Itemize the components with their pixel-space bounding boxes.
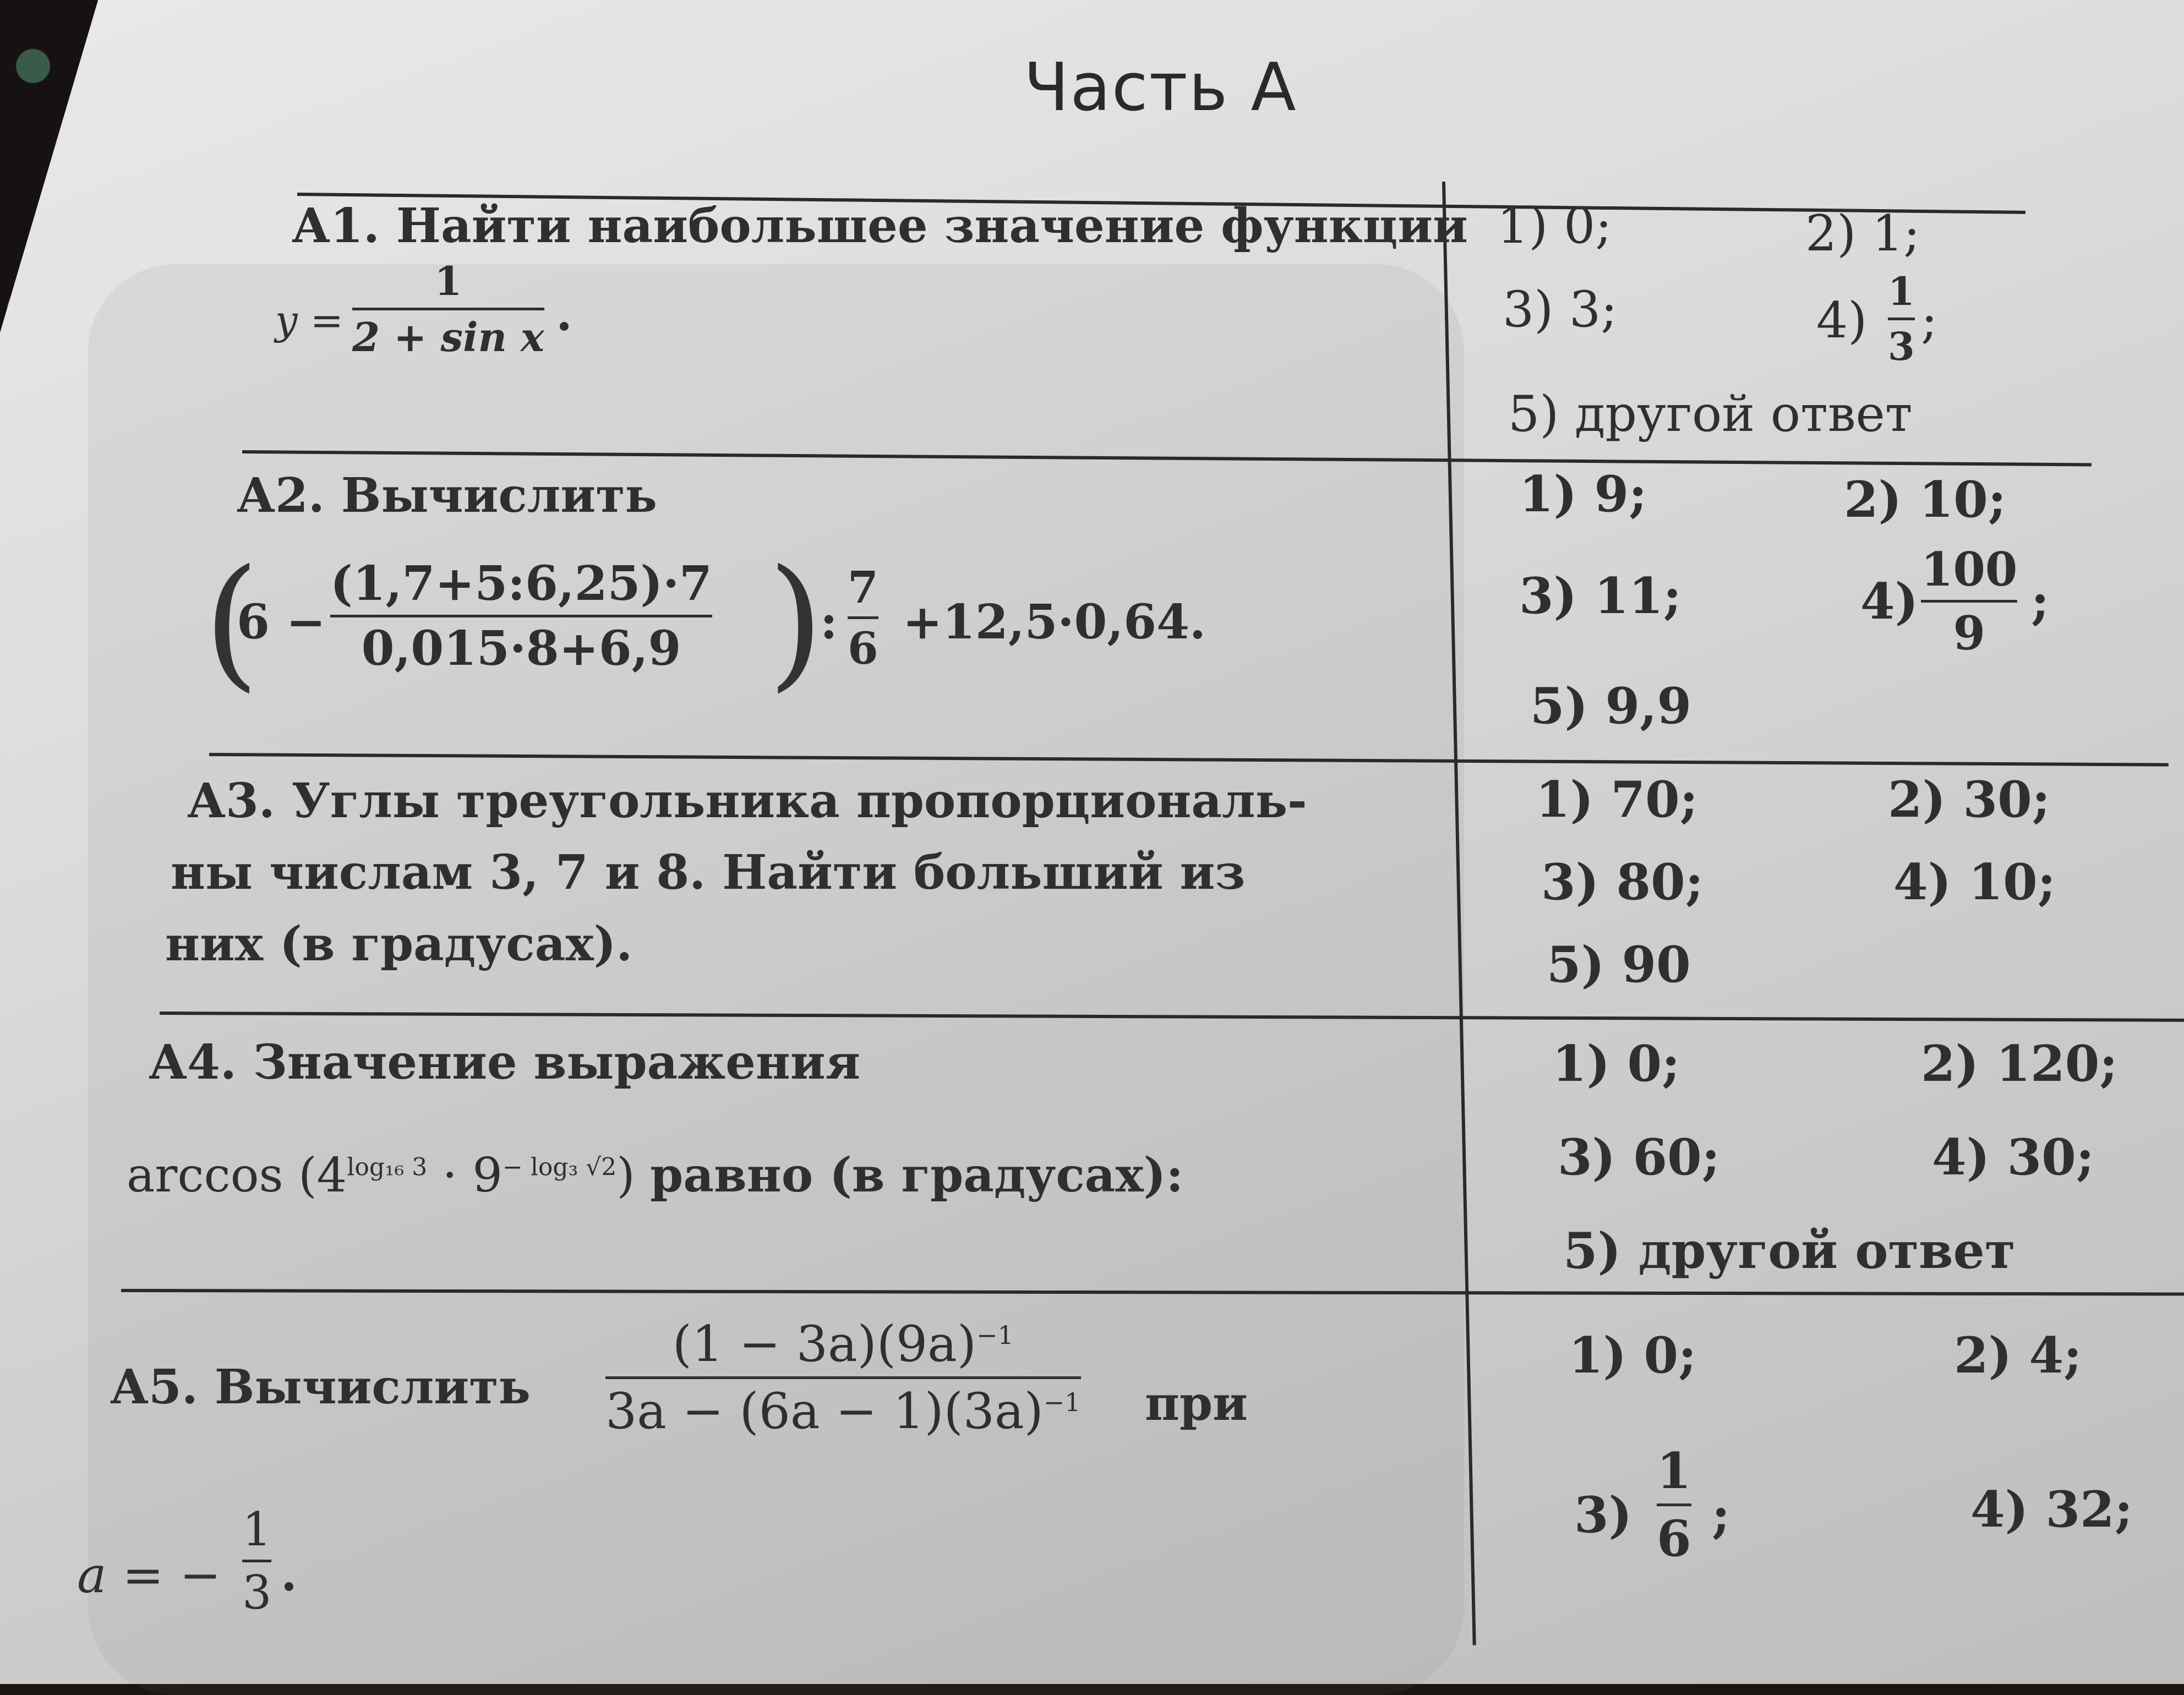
- a2-formula-tail: +12,5·0,64.: [903, 594, 1206, 650]
- page-title: Часть А: [1024, 50, 1297, 126]
- a5-a-value-lhs: a = −: [77, 1546, 221, 1604]
- fraction-bar: [605, 1376, 1081, 1379]
- a5-main-fraction: [605, 1315, 1081, 1440]
- fraction-denominator: $3a - (6a - 1)(3a)^{-1}$: [605, 1382, 1081, 1440]
- fraction-bar: [1921, 600, 2017, 603]
- question-a2: [237, 468, 657, 523]
- fraction-bar: [1888, 318, 1915, 320]
- fraction-bar: [1657, 1503, 1691, 1506]
- formula-base-1: (4: [298, 1148, 347, 1203]
- a1-answer-4-tail: ;: [1921, 292, 1938, 349]
- a3-answer-3: 3) 80;: [1541, 853, 1704, 911]
- a2-answer-2: 2) 10;: [1844, 471, 2007, 529]
- a3-answer-2: 2) 30;: [1888, 770, 2051, 829]
- formula-exponent-1: log₁₆ 3: [347, 1153, 428, 1182]
- a2-six: 6 −: [237, 594, 326, 650]
- a5-a-value-fraction: [242, 1502, 271, 1620]
- fraction-numerator: 1: [1888, 269, 1915, 314]
- question-label: А2.: [237, 468, 325, 523]
- question-a3-line-3: них (в градусах).: [165, 916, 633, 972]
- a1-formula-lhs: y =: [275, 297, 343, 343]
- question-text: Вычислить: [341, 468, 657, 523]
- a2-answer-5: 5) 9,9: [1530, 677, 1692, 735]
- question-label: А5.: [110, 1359, 198, 1415]
- fraction-bar: [352, 308, 544, 310]
- a4-answer-2: 2) 120;: [1921, 1035, 2118, 1093]
- formula-middle: · 9: [442, 1148, 503, 1203]
- formula-tail: равно (в градусах):: [650, 1147, 1184, 1203]
- denominator-exponent: −1: [1043, 1387, 1081, 1417]
- fraction-numerator: 1: [242, 1502, 272, 1556]
- question-label: А4.: [149, 1035, 237, 1090]
- a1-answer-4-fraction: [1888, 269, 1915, 369]
- a5-answer-3-tail: ;: [1712, 1486, 1730, 1544]
- fraction-bar: [848, 616, 878, 619]
- question-a3-line-1: [187, 773, 1307, 829]
- question-text-line: Углы треугольника пропорциональ-: [291, 773, 1307, 829]
- a5-a-value-tail: .: [281, 1546, 297, 1602]
- a5-answer-2: 2) 4;: [1954, 1326, 2082, 1385]
- question-text: Найти наибольшее значение функции: [396, 198, 1468, 254]
- question-label: А1.: [292, 198, 380, 254]
- fraction-numerator: (1,7+5:6,25)·7: [330, 556, 712, 611]
- a2-answer-4-tail: ;: [2031, 572, 2050, 631]
- formula-close: ): [616, 1148, 635, 1203]
- a1-answer-5: 5) другой ответ: [1508, 385, 1913, 443]
- a3-answer-5: 5) 90: [1547, 936, 1691, 994]
- a5-formula-tail: при: [1145, 1376, 1248, 1431]
- a2-open-paren: (: [204, 539, 260, 706]
- fraction-denominator: 0,015·8+6,9: [361, 621, 681, 676]
- fraction-bar: [330, 615, 712, 617]
- a2-main-fraction: [330, 556, 712, 676]
- fraction-denominator: 3: [242, 1566, 272, 1620]
- a4-answer-3: 3) 60;: [1558, 1128, 1721, 1186]
- a1-answer-1: 1) 0;: [1497, 197, 1612, 255]
- fraction-bar: [242, 1560, 271, 1562]
- a1-formula-tail: .: [556, 286, 572, 342]
- a2-seven-sixths: [848, 561, 878, 674]
- a5-answer-3-fraction: [1657, 1442, 1691, 1568]
- question-a3-line-2: ны числам 3, 7 и 8. Найти больший из: [171, 845, 1246, 900]
- formula-exponent-2: − log₃ √2: [502, 1153, 617, 1182]
- a2-answer-4-prefix: 4): [1860, 572, 1919, 631]
- a3-answer-4: 4) 10;: [1893, 853, 2056, 911]
- fraction-numerator: 1: [1657, 1442, 1691, 1500]
- a1-answer-3: 3) 3;: [1503, 281, 1618, 338]
- a2-answer-3: 3) 11;: [1519, 567, 1682, 625]
- a5-answer-3-prefix: 3): [1574, 1486, 1632, 1544]
- a4-formula: [127, 1147, 1183, 1203]
- a4-answer-4: 4) 30;: [1932, 1128, 2095, 1186]
- fraction-denominator: 6: [1657, 1510, 1691, 1568]
- a2-colon: :: [820, 594, 838, 650]
- question-text: Значение выражения: [253, 1035, 861, 1090]
- fraction-numerator: 7: [848, 561, 878, 613]
- a1-formula-fraction: [352, 258, 544, 360]
- fraction-denominator: 6: [848, 622, 878, 674]
- question-label: А3.: [187, 773, 275, 829]
- fraction-denominator: 3: [1888, 324, 1915, 369]
- a5-answer-4: 4) 32;: [1970, 1480, 2133, 1539]
- a4-answer-1: 1) 0;: [1552, 1035, 1680, 1093]
- a4-answer-5: 5) другой ответ: [1563, 1222, 2016, 1280]
- a2-answer-4-fraction: [1921, 542, 2017, 660]
- a1-answer-4-prefix: 4): [1816, 292, 1868, 349]
- fraction-denominator: 9: [1953, 606, 1985, 660]
- question-a1: [292, 198, 1468, 254]
- a2-close-paren: ): [768, 539, 824, 706]
- a2-answer-1: 1) 9;: [1519, 465, 1647, 523]
- a3-answer-1: 1) 70;: [1536, 770, 1699, 829]
- formula-function: arccos: [127, 1148, 283, 1203]
- fraction-numerator: 1: [434, 258, 462, 304]
- question-text: Вычислить: [214, 1359, 531, 1415]
- fraction-numerator: $(1 - 3a)(9a)^{-1}$: [672, 1315, 1014, 1373]
- numerator-exponent: −1: [976, 1320, 1014, 1350]
- a5-answer-1: 1) 0;: [1569, 1326, 1697, 1385]
- a1-answer-2: 2) 1;: [1805, 205, 1920, 263]
- fraction-denominator: 2 + sin x: [352, 314, 544, 360]
- question-a4: [149, 1035, 860, 1090]
- fraction-numerator: 100: [1921, 542, 2018, 597]
- question-a5: [110, 1359, 531, 1415]
